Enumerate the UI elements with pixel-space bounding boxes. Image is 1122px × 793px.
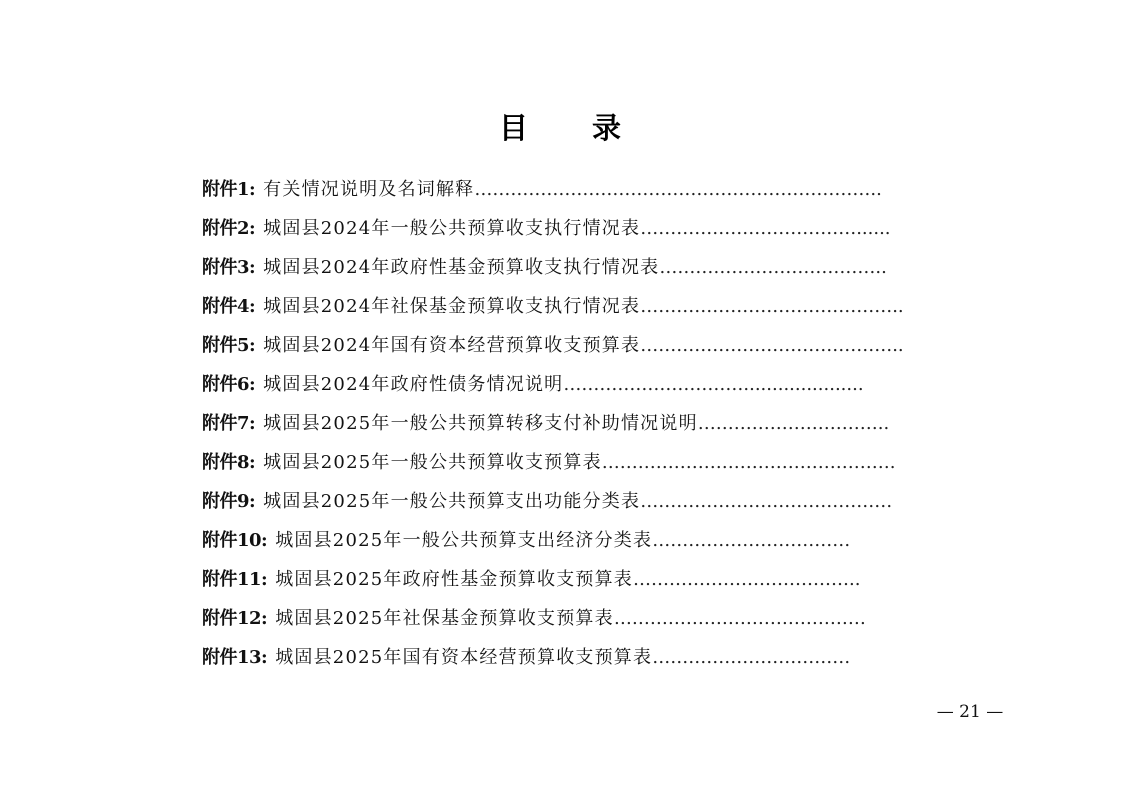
toc-entry-title: 城固县2024年政府性债务情况说明 <box>263 374 564 395</box>
toc-entry-label: 附件5: <box>202 335 256 356</box>
toc-entry <box>202 248 952 287</box>
toc-entry-leader: …………………………… <box>652 647 851 668</box>
toc-entry-title: 城固县2024年一般公共预算收支执行情况表 <box>263 218 641 239</box>
toc-entry <box>202 404 952 443</box>
toc-entry-label: 附件4: <box>202 296 256 317</box>
toc-entry <box>202 170 952 209</box>
toc-entry-label: 附件3: <box>202 257 256 278</box>
toc-entry-title: 城固县2025年一般公共预算支出经济分类表 <box>275 530 653 551</box>
toc-entry <box>202 521 952 560</box>
toc-entry <box>202 326 952 365</box>
toc-entry-title: 城固县2025年社保基金预算收支预算表 <box>275 608 614 629</box>
toc-entry-label: 附件8: <box>202 452 256 473</box>
toc-entry-title: 城固县2024年国有资本经营预算收支预算表 <box>263 335 641 356</box>
toc-entry-leader: …………………………..................... <box>563 374 864 395</box>
toc-entry <box>202 365 952 404</box>
toc-entry-title: 有关情况说明及名词解释 <box>263 179 475 200</box>
page-title: 目 录 <box>498 111 623 145</box>
toc-entry <box>202 443 952 482</box>
toc-entry <box>202 560 952 599</box>
toc-entry-label: 附件13: <box>202 647 268 668</box>
toc-entry <box>202 482 952 521</box>
toc-entry-label: 附件7: <box>202 413 256 434</box>
toc-entry-leader: ………………………….. <box>697 413 890 434</box>
toc-entry-leader: …………………………… <box>652 530 851 551</box>
toc-entry-leader: ……………………………….. <box>659 257 887 278</box>
toc-entry-label: 附件12: <box>202 608 268 629</box>
toc-entry <box>202 287 952 326</box>
toc-entry-leader: ………………………………...... <box>640 218 891 239</box>
toc-entry-label: 附件9: <box>202 491 256 512</box>
toc-entry-title: 城固县2025年一般公共预算转移支付补助情况说明 <box>263 413 698 434</box>
toc-entry-label: 附件10: <box>202 530 268 551</box>
toc-entry-title: 城固县2025年政府性基金预算收支预算表 <box>275 569 634 590</box>
toc-entry-title: 城固县2024年政府性基金预算收支执行情况表 <box>263 257 660 278</box>
toc-entry-title: 城固县2025年一般公共预算支出功能分类表 <box>263 491 641 512</box>
table-of-contents <box>202 170 952 677</box>
toc-entry-label: 附件11: <box>202 569 268 590</box>
toc-entry-title: 城固县2025年一般公共预算收支预算表 <box>263 452 602 473</box>
toc-entry-leader: …………………………………… <box>613 608 866 629</box>
toc-entry <box>202 599 952 638</box>
toc-entry-leader: ……………………………….. <box>633 569 861 590</box>
toc-entry-leader: …………………………………….. <box>640 335 904 356</box>
toc-entry-leader: …………………………………………. <box>601 452 896 473</box>
toc-entry-leader: …………………………………… <box>640 491 893 512</box>
toc-entry <box>202 209 952 248</box>
toc-entry-label: 附件1: <box>202 179 256 200</box>
page-number: — 21 — <box>936 702 1004 722</box>
toc-entry-label: 附件2: <box>202 218 256 239</box>
toc-entry-label: 附件6: <box>202 374 256 395</box>
toc-entry <box>202 638 952 677</box>
toc-entry-leader: …………………………………….. <box>640 296 904 317</box>
toc-entry-leader: ………………………………………………………….. <box>474 179 882 200</box>
toc-entry-title: 城固县2025年国有资本经营预算收支预算表 <box>275 647 653 668</box>
toc-entry-title: 城固县2024年社保基金预算收支执行情况表 <box>263 296 641 317</box>
